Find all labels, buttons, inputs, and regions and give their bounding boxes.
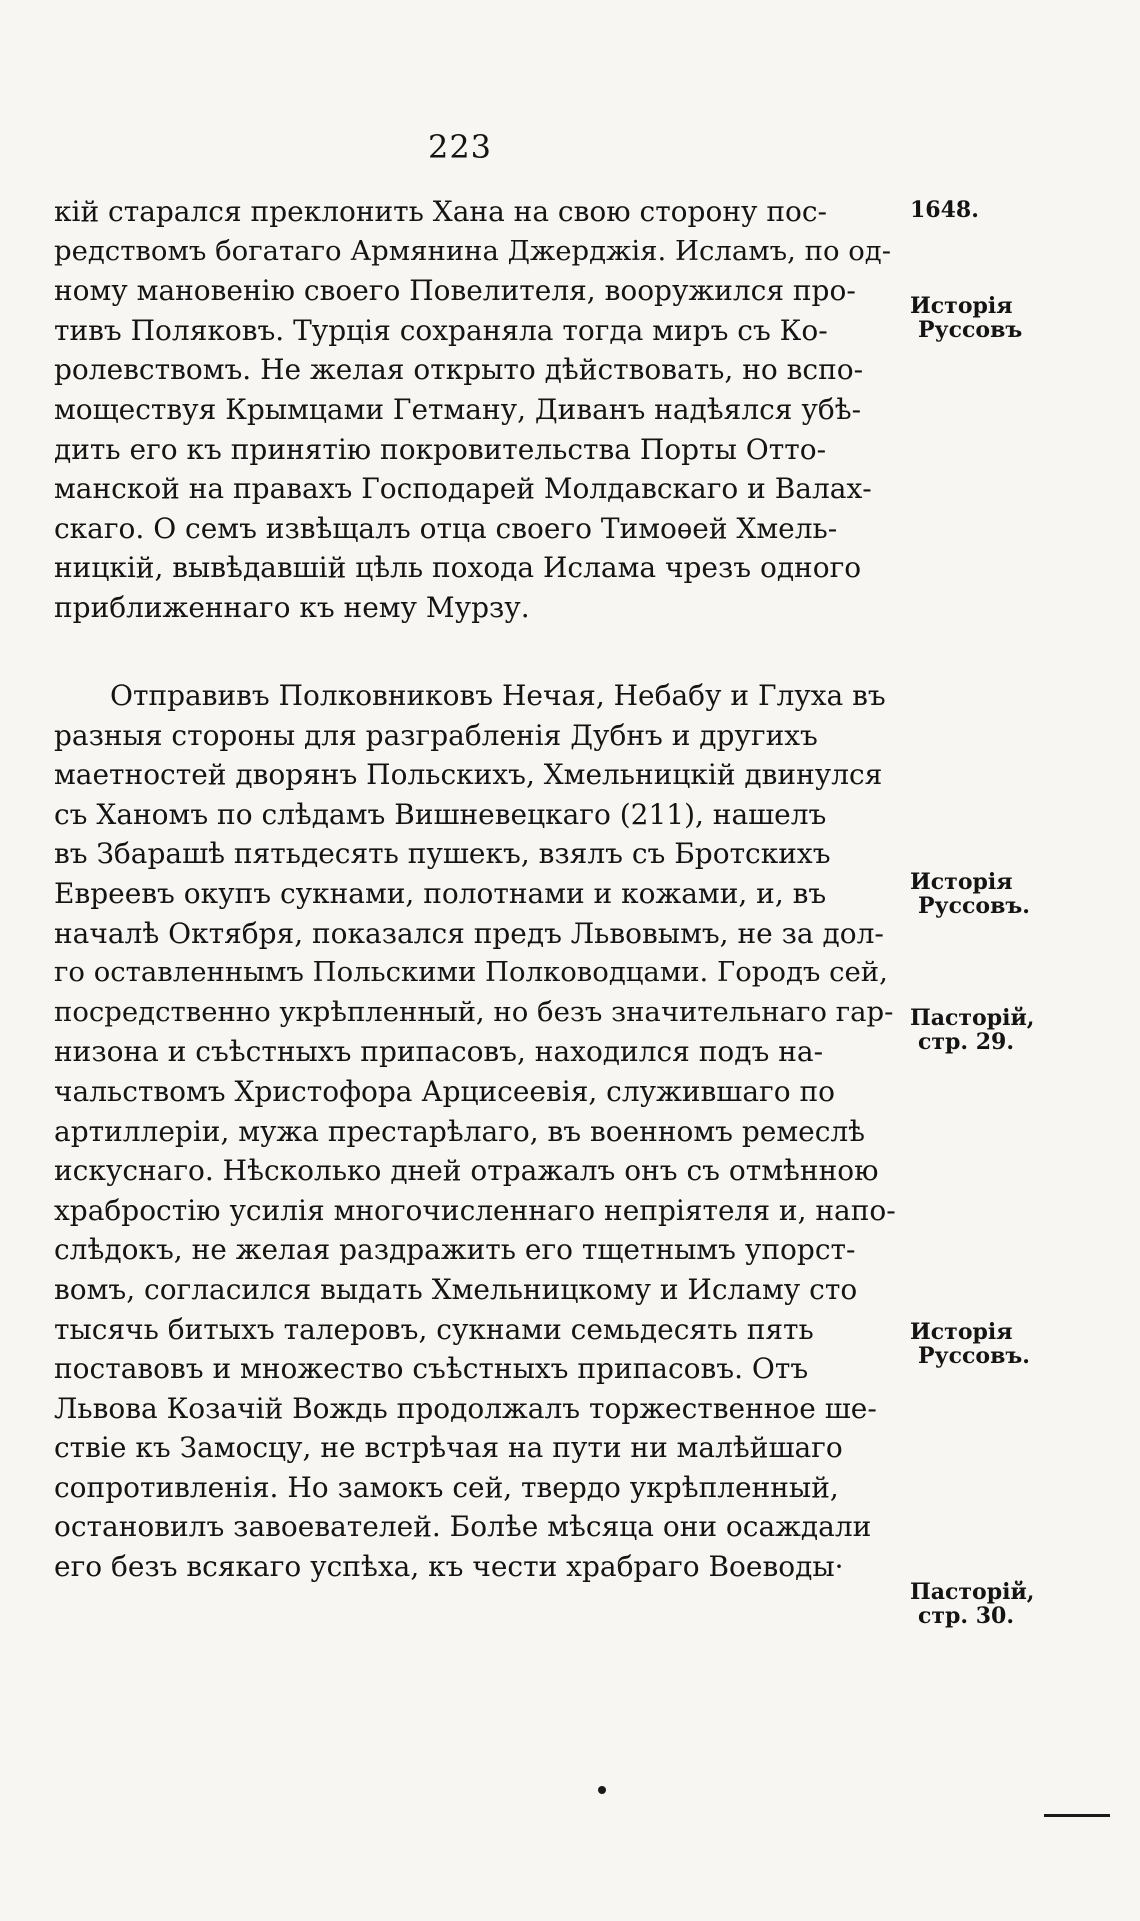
ink-dot-ornament — [598, 1786, 606, 1794]
margin-note-year — [910, 198, 1120, 222]
text-line: остановилъ завоевателей. Болѣе мѣсяца они осаждали — [54, 1510, 872, 1544]
text-line: дить его къ принятію покровительства Порты Отто- — [54, 432, 827, 466]
page-number: 223 — [427, 128, 493, 166]
text-line: разныя стороны для разграбленія Дубнъ и другихъ — [54, 718, 818, 752]
text-line: Львова Козачій Вождь продолжалъ торжественное ше- — [54, 1391, 877, 1425]
text-line: посредственно укрѣпленный, но безъ значительнаго гар- — [54, 995, 894, 1028]
text-line: редствомъ богатаго Армянина Джерджія. Исламъ, по од- — [54, 234, 892, 267]
text-line: тивъ Поляковъ. Турція сохраняла тогда миръ съ Ко- — [54, 313, 828, 347]
text-line: ному мановенію своего Повелителя, вооружился про- — [54, 274, 856, 308]
text-line: приближеннаго къ нему Мурзу. — [54, 590, 530, 624]
text-line: началѣ Октября, показался предъ Львовымъ, не за дол- — [54, 916, 884, 950]
margin-note-source — [910, 1006, 1120, 1054]
margin-note-line: Руссовъ. — [918, 893, 1030, 919]
margin-note-line: Пасторій, — [910, 1005, 1035, 1031]
text-line: Евреевъ окупъ сукнами, полотнами и кожами, и, въ — [54, 876, 827, 910]
text-line: храбростію усилія многочисленнаго непріятеля и, напо- — [54, 1193, 896, 1227]
text-line: искуснаго. Нѣсколько дней отражалъ онъ съ отмѣнною — [54, 1154, 879, 1188]
margin-note-line: Исторія — [910, 1319, 1013, 1345]
text-line: Отправивъ Полковниковъ Нечая, Небабу и Глуха въ — [110, 679, 886, 712]
margin-note-source — [910, 294, 1120, 342]
margin-note-line: Пасторій, — [910, 1579, 1035, 1605]
text-line: ствіе къ Замосцу, не встрѣчая на пути ни малѣйшаго — [54, 1431, 843, 1465]
paragraph-2 — [54, 676, 900, 1587]
text-line: въ Збарашѣ пятьдесять пушекъ, взялъ съ Бротскихъ — [54, 837, 831, 871]
rule-ornament — [1044, 1814, 1110, 1817]
margin-note-line: стр. 30. — [918, 1603, 1015, 1629]
margin-note-line: Исторія — [910, 869, 1013, 895]
text-line: кій старался преклонить Хана на свою сторону пос- — [54, 195, 828, 228]
text-line: низона и съѣстныхъ припасовъ, находился подъ на- — [54, 1035, 824, 1069]
margin-note-source — [910, 1320, 1120, 1368]
margin-note-line: Руссовъ — [918, 317, 1023, 343]
text-line: вомъ, согласился выдать Хмельницкому и Исламу сто — [54, 1272, 858, 1306]
text-line: поставовъ и множество съѣстныхъ припасовъ. Отъ — [54, 1352, 809, 1386]
text-line: сопротивленія. Но замокъ сей, твердо укрѣпленный, — [54, 1470, 839, 1504]
text-line: моществуя Крымцами Гетману, Диванъ надѣялся убѣ- — [54, 392, 862, 426]
text-line: го оставленнымъ Польскими Полководцами. Городъ сей, — [54, 956, 888, 989]
text-line: артиллеріи, мужа престарѣлаго, въ военномъ ремеслѣ — [54, 1114, 866, 1148]
text-line: съ Ханомъ по слѣдамъ Вишневецкаго (211), нашелъ — [54, 797, 827, 831]
text-line: скаго. О семъ извѣщалъ отца своего Тимоѳей Хмель- — [54, 511, 838, 545]
margin-note-line: стр. 29. — [918, 1029, 1015, 1055]
text-line: маетностей дворянъ Польскихъ, Хмельницкій двинулся — [54, 758, 883, 792]
margin-note-line: Руссовъ. — [918, 1343, 1030, 1369]
margin-note-source — [910, 870, 1120, 918]
text-line: ницкій, вывѣдавшій цѣль похода Ислама чрезъ одного — [54, 551, 862, 585]
text-line: его безъ всякаго успѣха, къ чести храбраго Воеводы· — [54, 1550, 844, 1584]
text-line: манской на правахъ Господарей Молдавскаго и Валах- — [54, 472, 872, 506]
text-line: слѣдокъ, не желая раздражить его тщетнымъ упорст- — [54, 1233, 856, 1267]
text-line: ролевствомъ. Не желая открыто дѣйствовать, но вспо- — [54, 353, 864, 387]
margin-note-line: Исторія — [910, 293, 1013, 319]
margin-note-line: 1648. — [910, 197, 979, 223]
text-line: тысячь битыхъ талеровъ, сукнами семьдесять пять — [54, 1312, 814, 1346]
paragraph-1 — [54, 192, 900, 628]
text-line: чальствомъ Христофора Арцисеевія, служившаго по — [54, 1074, 835, 1108]
margin-note-source — [910, 1580, 1120, 1628]
